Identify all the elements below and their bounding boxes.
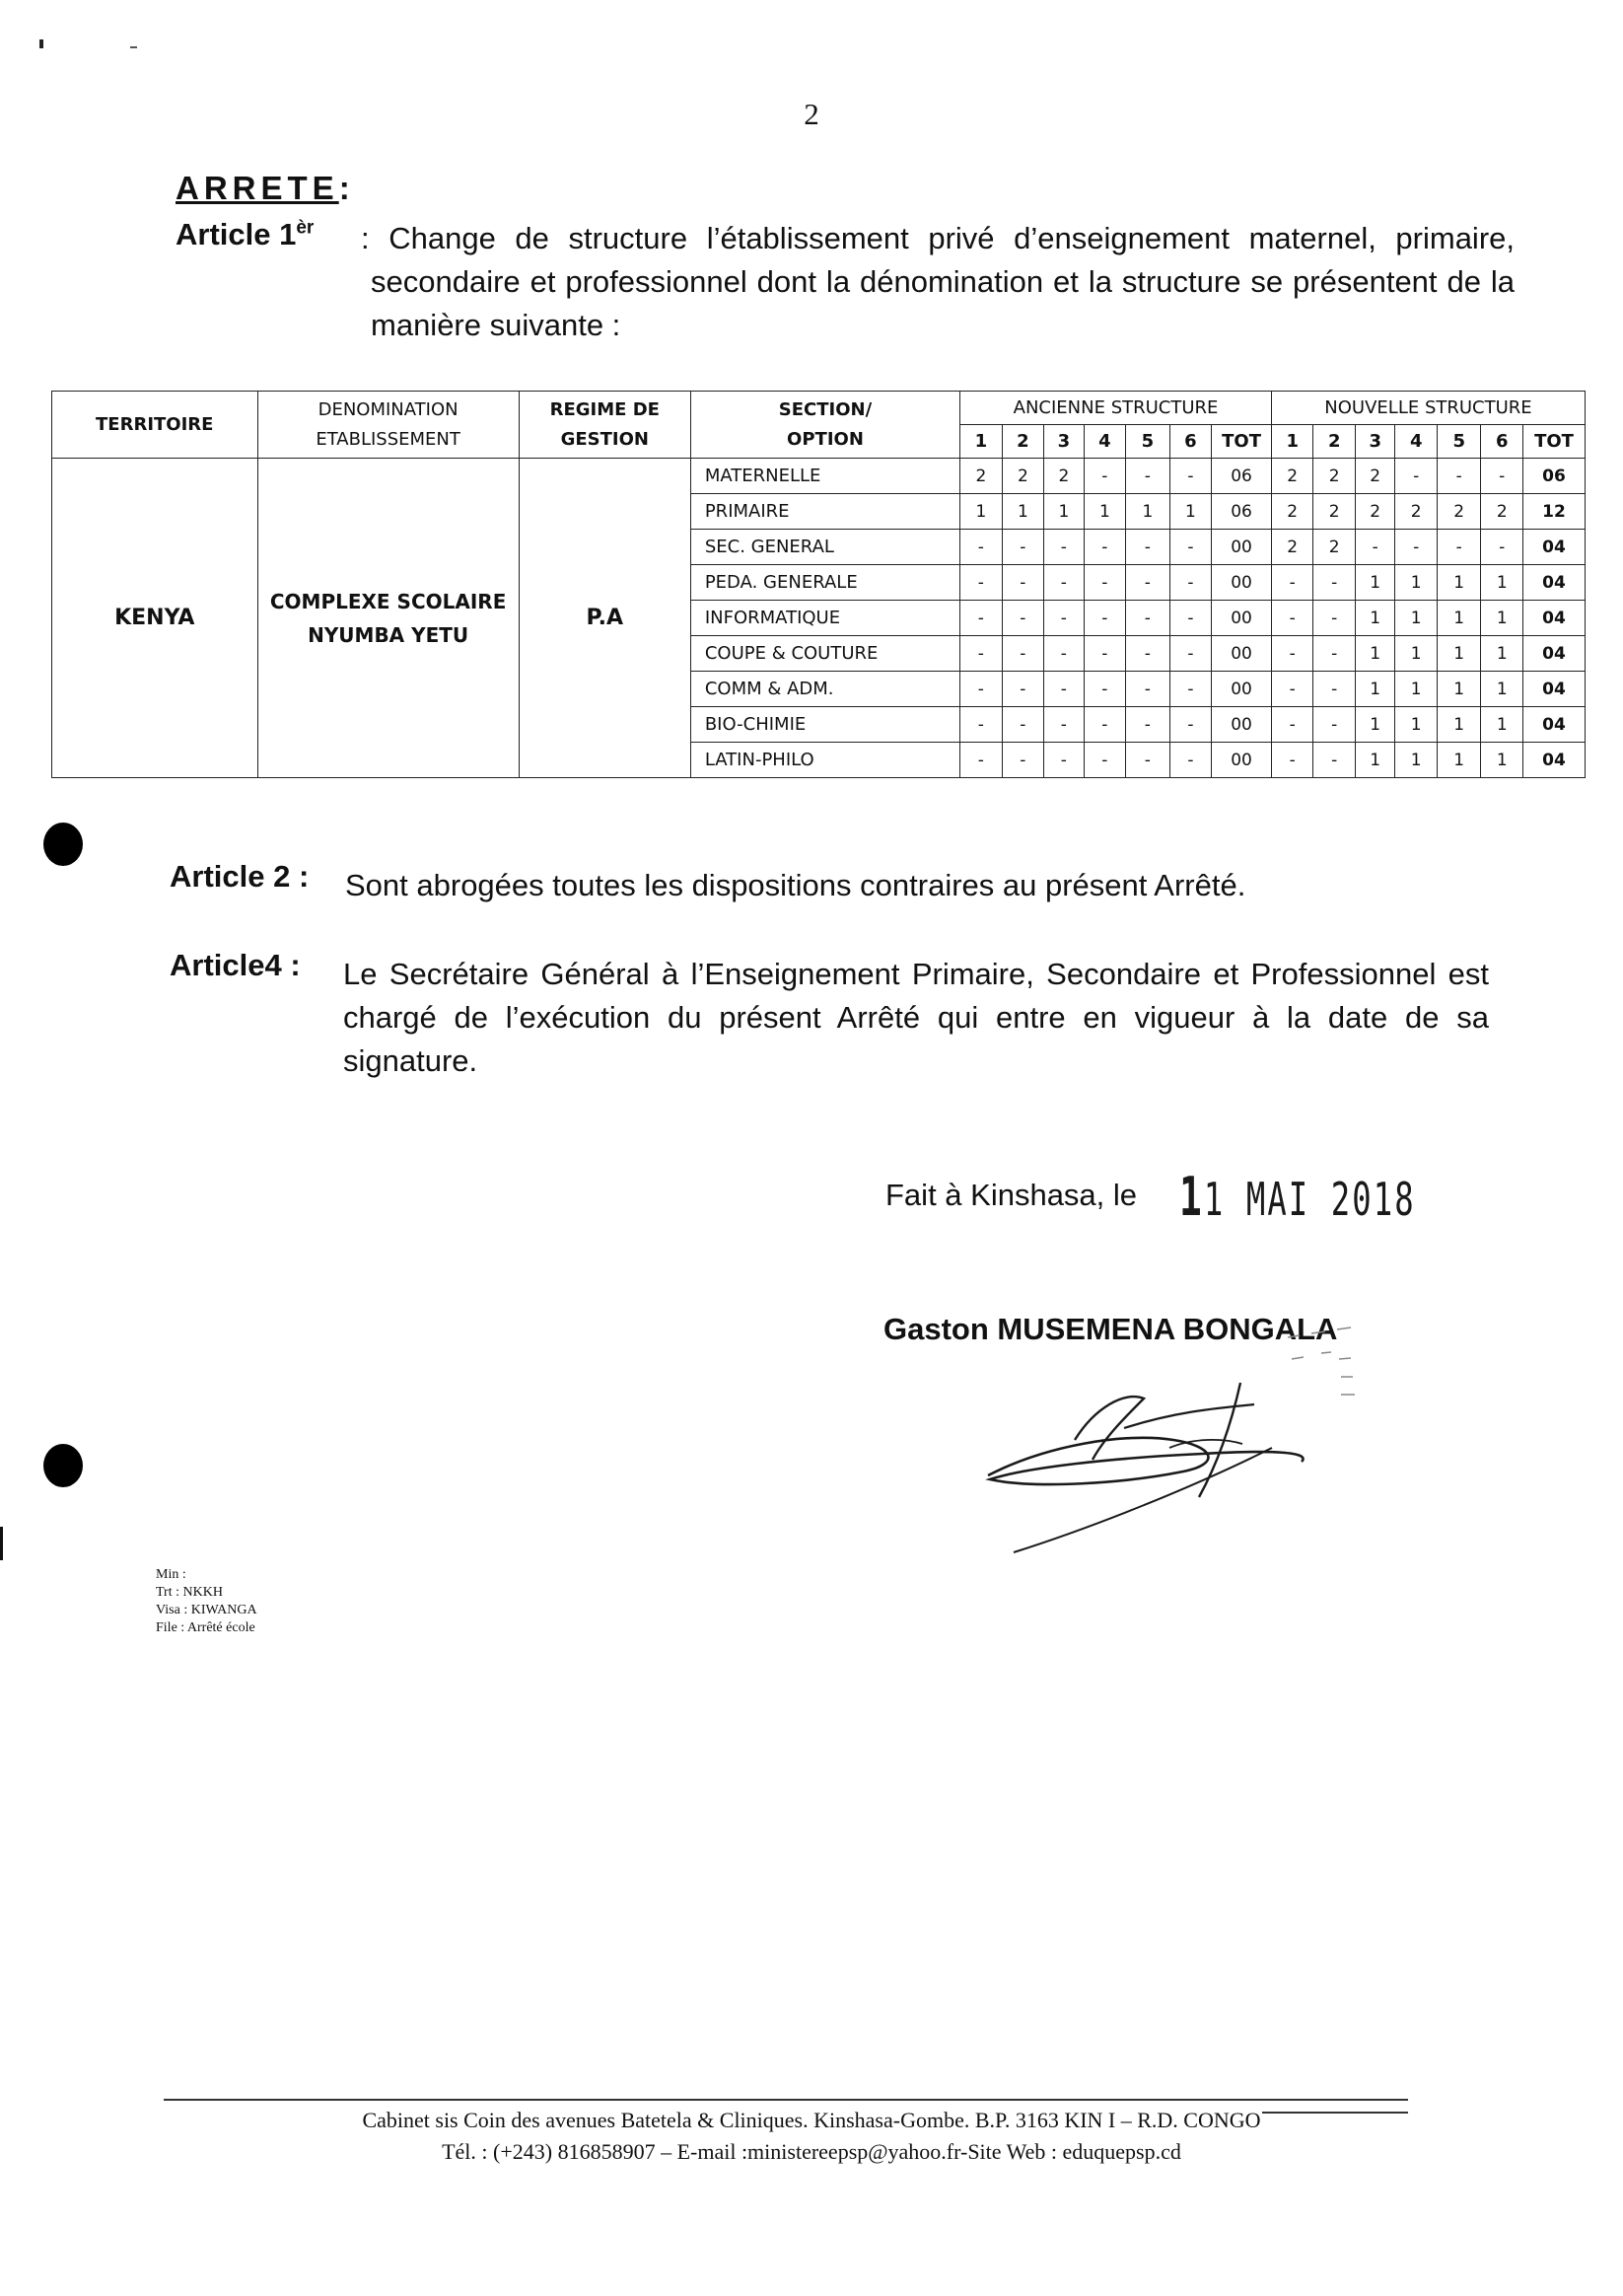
footer [0, 2105, 1623, 2168]
cell-new-year: 1 [1481, 565, 1523, 601]
cell-new-year: 2 [1313, 530, 1356, 565]
cell-old-year: - [1044, 636, 1084, 672]
cell-new-year: 1 [1355, 601, 1394, 636]
cell-old-tot: 00 [1212, 601, 1272, 636]
cell-new-year: - [1271, 672, 1313, 707]
cell-new-year: 1 [1437, 636, 1481, 672]
date-stamp [1179, 1166, 1416, 1228]
article-1-line1: Change de structure l’établissement privé d’enseignement maternel, primaire, [388, 221, 1515, 255]
cell-old-year: - [1044, 743, 1084, 778]
cell-option: INFORMATIQUE [690, 601, 959, 636]
cell-old-year: - [1084, 459, 1126, 494]
cell-old-year: - [1044, 707, 1084, 743]
cell-new-tot: 04 [1522, 636, 1585, 672]
cell-new-year: 1 [1437, 565, 1481, 601]
header-year-old: 6 [1169, 425, 1212, 459]
cell-new-year: - [1481, 459, 1523, 494]
cell-old-year: - [1002, 636, 1044, 672]
cell-old-year: - [1169, 636, 1212, 672]
cell-old-tot: 06 [1212, 459, 1272, 494]
cell-old-year: - [1002, 743, 1044, 778]
signer-name: Gaston MUSEMENA BONGALA [883, 1312, 1338, 1346]
cell-old-tot: 00 [1212, 530, 1272, 565]
cell-old-year: - [1084, 707, 1126, 743]
cell-option: MATERNELLE [690, 459, 959, 494]
footer-contact: Tél. : (+243) 816858907 – E-mail :ministereepsp@yahoo.fr-Site Web : eduquepsp.cd [442, 2139, 1181, 2164]
cell-new-year: - [1313, 672, 1356, 707]
header-year-new: 6 [1481, 425, 1523, 459]
cell-new-year: - [1271, 743, 1313, 778]
article-1-colon: : [361, 221, 370, 255]
cell-old-year: - [1084, 565, 1126, 601]
cell-new-year: 2 [1481, 494, 1523, 530]
cell-new-year: 2 [1271, 530, 1313, 565]
cell-new-year: - [1437, 459, 1481, 494]
faint-stamp-marks [1282, 1320, 1371, 1428]
date-stamp-rest: 1 MAI 2018 [1203, 1173, 1416, 1226]
cell-old-year: - [1169, 530, 1212, 565]
cell-new-year: 1 [1395, 707, 1438, 743]
cell-old-year: - [960, 636, 1003, 672]
cell-old-year: - [1044, 672, 1084, 707]
cell-new-year: 1 [1437, 672, 1481, 707]
cell-old-year: - [1084, 530, 1126, 565]
cell-new-year: - [1271, 565, 1313, 601]
cell-new-tot: 04 [1522, 707, 1585, 743]
cell-old-year: - [960, 672, 1003, 707]
header-territoire: TERRITOIRE [52, 392, 258, 459]
cell-new-tot: 06 [1522, 459, 1585, 494]
cell-new-year: - [1481, 530, 1523, 565]
cell-new-year: - [1395, 459, 1438, 494]
article-4-text: Le Secrétaire Général à l’Enseignement Primaire, Secondaire et Professionnel est chargé de l’exécution du présent Arrêté qui entre en vigueur à la date de sa signature. [343, 957, 1489, 1078]
cell-old-year: - [1126, 743, 1170, 778]
cell-new-tot: 12 [1522, 494, 1585, 530]
cell-old-year: - [1084, 672, 1126, 707]
cell-new-year: 1 [1481, 601, 1523, 636]
cell-denomination: COMPLEXE SCOLAIRE NYUMBA YETU [257, 459, 519, 778]
cell-option: LATIN-PHILO [690, 743, 959, 778]
cell-old-year: - [1044, 565, 1084, 601]
cell-old-year: - [1002, 530, 1044, 565]
cell-old-year: 1 [960, 494, 1003, 530]
cell-old-year: - [960, 707, 1003, 743]
cell-new-year: 1 [1437, 707, 1481, 743]
cell-new-year: 1 [1481, 672, 1523, 707]
header-year-new: 3 [1355, 425, 1394, 459]
cell-option: SEC. GENERAL [690, 530, 959, 565]
cell-new-year: 1 [1481, 743, 1523, 778]
cell-new-year: - [1313, 707, 1356, 743]
scan-mark [39, 39, 43, 48]
cell-old-year: 1 [1084, 494, 1126, 530]
table-header-row [52, 392, 1586, 425]
header-year-old: 5 [1126, 425, 1170, 459]
cell-old-year: - [1126, 672, 1170, 707]
punch-hole [43, 823, 83, 866]
place-date-label: Fait à Kinshasa, le [885, 1178, 1138, 1212]
cell-new-year: 1 [1395, 565, 1438, 601]
cell-old-tot: 00 [1212, 672, 1272, 707]
cell-new-year: - [1313, 636, 1356, 672]
cell-old-year: 2 [1002, 459, 1044, 494]
cell-old-year: 1 [1126, 494, 1170, 530]
cell-old-tot: 06 [1212, 494, 1272, 530]
cell-old-year: - [1126, 601, 1170, 636]
cell-old-year: - [1169, 565, 1212, 601]
cell-new-year: 1 [1437, 601, 1481, 636]
cell-new-year: - [1313, 601, 1356, 636]
cell-option: PRIMAIRE [690, 494, 959, 530]
cell-old-tot: 00 [1212, 565, 1272, 601]
header-year-new: 5 [1437, 425, 1481, 459]
article-1-text [361, 217, 1515, 347]
cell-old-year: - [1126, 565, 1170, 601]
cell-old-year: - [1084, 743, 1126, 778]
cell-new-year: 1 [1395, 672, 1438, 707]
cell-old-year: - [1126, 459, 1170, 494]
cell-new-year: - [1271, 601, 1313, 636]
cell-new-tot: 04 [1522, 601, 1585, 636]
cell-old-year: - [1002, 707, 1044, 743]
cell-territoire: KENYA [52, 459, 258, 778]
cell-new-tot: 04 [1522, 565, 1585, 601]
cell-old-year: - [1044, 530, 1084, 565]
cell-old-year: 2 [960, 459, 1003, 494]
cell-old-year: - [1044, 601, 1084, 636]
cell-new-year: - [1355, 530, 1394, 565]
table-row [52, 459, 1586, 494]
cell-new-year: - [1313, 565, 1356, 601]
header-year-new: 1 [1271, 425, 1313, 459]
header-year-old: 3 [1044, 425, 1084, 459]
footer-rule [164, 2099, 1408, 2101]
cell-new-year: 1 [1355, 743, 1394, 778]
cell-new-year: 2 [1271, 459, 1313, 494]
cell-option: PEDA. GENERALE [690, 565, 959, 601]
cell-old-year: - [1002, 672, 1044, 707]
article-1-label: Article $1^{èr}$ [176, 217, 315, 251]
cell-old-year: 1 [1002, 494, 1044, 530]
header-year-old: 4 [1084, 425, 1126, 459]
arrete-colon: : [338, 170, 355, 206]
article-1-rest: secondaire et professionnel dont la dénomination et la structure se présentent de la manière suivante : [371, 264, 1515, 342]
cell-old-year: - [960, 565, 1003, 601]
cell-new-year: 2 [1395, 494, 1438, 530]
cell-new-year: - [1395, 530, 1438, 565]
cell-new-year: 1 [1395, 601, 1438, 636]
scan-mark [0, 1527, 3, 1560]
punch-hole [43, 1444, 83, 1487]
cell-old-year: - [1169, 601, 1212, 636]
arrete-title: ARRETE [176, 170, 339, 206]
structure-table [51, 391, 1586, 778]
article-2-text: Sont abrogées toutes les dispositions contraires au présent Arrêté. [345, 868, 1246, 902]
cell-new-year: - [1271, 707, 1313, 743]
cell-new-year: 1 [1355, 636, 1394, 672]
cell-old-year: - [1126, 707, 1170, 743]
cell-new-year: 1 [1437, 743, 1481, 778]
header-nouvelle-structure: NOUVELLE STRUCTURE [1271, 392, 1585, 425]
cell-new-year: 1 [1355, 707, 1394, 743]
cell-new-year: - [1313, 743, 1356, 778]
header-regime: REGIME DE GESTION [519, 392, 690, 459]
cell-new-tot: 04 [1522, 743, 1585, 778]
page-number: 2 [804, 97, 819, 131]
scan-mark [130, 46, 137, 48]
cell-new-year: 2 [1271, 494, 1313, 530]
cell-new-year: 1 [1395, 743, 1438, 778]
routing-trt: Trt : NKKH [156, 1585, 223, 1600]
header-tot-old: TOT [1212, 425, 1272, 459]
article-2-label: Article 2 : [170, 859, 310, 894]
cell-new-year: - [1437, 530, 1481, 565]
cell-old-year: - [1169, 459, 1212, 494]
routing-file: File : Arrêté école [156, 1620, 255, 1635]
header-year-new: 2 [1313, 425, 1356, 459]
cell-new-year: 2 [1355, 494, 1394, 530]
cell-old-tot: 00 [1212, 636, 1272, 672]
cell-old-year: - [1169, 672, 1212, 707]
article-4-label: Article4 : [170, 948, 301, 982]
cell-old-year: - [1169, 707, 1212, 743]
arrete-heading [176, 170, 355, 207]
cell-old-year: - [1002, 601, 1044, 636]
header-year-new: 4 [1395, 425, 1438, 459]
cell-old-year: 2 [1044, 459, 1084, 494]
header-denomination: DENOMINATION ETABLISSEMENT [257, 392, 519, 459]
cell-old-year: - [1002, 565, 1044, 601]
header-year-old: 1 [960, 425, 1003, 459]
cell-option: COUPE & COUTURE [690, 636, 959, 672]
cell-old-year: - [1126, 530, 1170, 565]
cell-new-year: 1 [1355, 672, 1394, 707]
date-stamp-day: 1 [1179, 1166, 1204, 1228]
cell-new-year: 1 [1481, 707, 1523, 743]
cell-option: BIO-CHIMIE [690, 707, 959, 743]
cell-new-year: 1 [1395, 636, 1438, 672]
header-tot-new: TOT [1522, 425, 1585, 459]
cell-old-year: - [1126, 636, 1170, 672]
cell-old-year: - [1084, 601, 1126, 636]
cell-new-tot: 04 [1522, 530, 1585, 565]
header-ancienne-structure: ANCIENNE STRUCTURE [960, 392, 1272, 425]
routing-visa: Visa : KIWANGA [156, 1603, 257, 1617]
cell-old-tot: 00 [1212, 707, 1272, 743]
cell-new-year: - [1271, 636, 1313, 672]
cell-old-year: - [960, 530, 1003, 565]
footer-address: Cabinet sis Coin des avenues Batetela & Cliniques. Kinshasa-Gombe. B.P. 3163 KIN I – R.D. CONGO [362, 2108, 1261, 2132]
cell-old-year: - [960, 601, 1003, 636]
cell-new-year: 1 [1481, 636, 1523, 672]
cell-old-year: 1 [1169, 494, 1212, 530]
cell-old-year: - [960, 743, 1003, 778]
cell-new-year: 1 [1355, 565, 1394, 601]
cell-new-year: 2 [1313, 494, 1356, 530]
cell-old-year: - [1084, 636, 1126, 672]
cell-new-year: 2 [1437, 494, 1481, 530]
cell-old-year: 1 [1044, 494, 1084, 530]
cell-old-year: - [1169, 743, 1212, 778]
cell-new-tot: 04 [1522, 672, 1585, 707]
cell-new-year: 2 [1313, 459, 1356, 494]
routing-block [156, 1566, 257, 1637]
header-section: SECTION/ OPTION [690, 392, 959, 459]
cell-new-year: 2 [1355, 459, 1394, 494]
cell-option: COMM & ADM. [690, 672, 959, 707]
routing-min: Min : [156, 1567, 186, 1582]
cell-regime: P.A [519, 459, 690, 778]
header-year-old: 2 [1002, 425, 1044, 459]
cell-old-tot: 00 [1212, 743, 1272, 778]
